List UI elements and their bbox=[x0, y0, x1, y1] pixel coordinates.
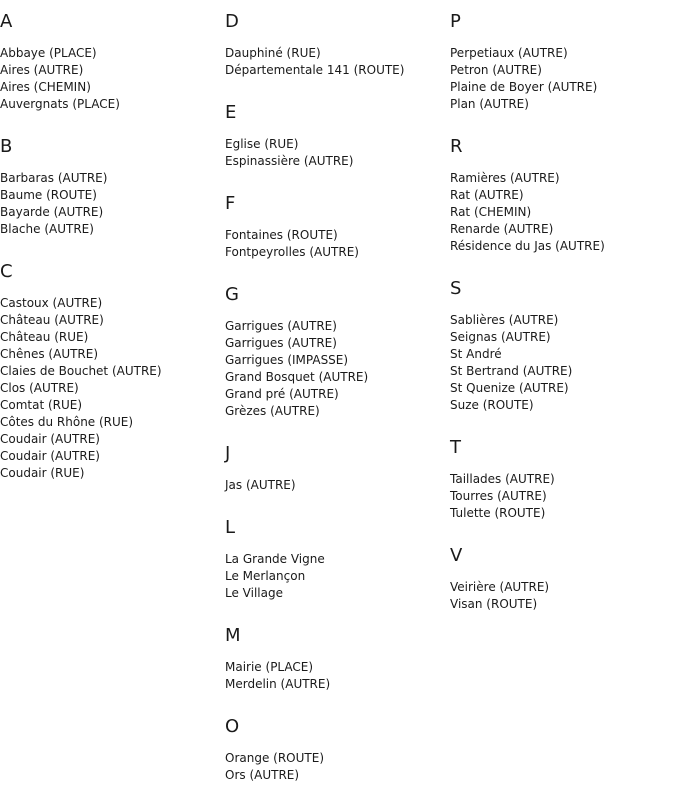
entry-list bbox=[225, 45, 445, 79]
street-entry: Départementale 141 (ROUTE) bbox=[225, 63, 405, 77]
street-entry: Grand pré (AUTRE) bbox=[225, 387, 339, 401]
street-entry: Abbaye (PLACE) bbox=[0, 46, 97, 60]
letter-group bbox=[225, 10, 445, 79]
street-entry: Le Village bbox=[225, 586, 283, 600]
entry-list bbox=[450, 471, 670, 522]
street-entry: Ors (AUTRE) bbox=[225, 768, 300, 782]
street-entry: La Grande Vigne bbox=[225, 552, 325, 566]
letter-group bbox=[225, 624, 445, 693]
street-entry: Grand Bosquet (AUTRE) bbox=[225, 370, 369, 384]
street-entry: Garrigues (AUTRE) bbox=[225, 336, 337, 350]
street-entry: Plan (AUTRE) bbox=[450, 97, 529, 111]
letter-group bbox=[450, 436, 670, 522]
letter-heading: R bbox=[450, 136, 463, 157]
street-entry: Mairie (PLACE) bbox=[225, 660, 314, 674]
street-entry: Castoux (AUTRE) bbox=[0, 296, 103, 310]
letter-group bbox=[450, 544, 670, 613]
letter-group bbox=[225, 516, 445, 602]
street-entry: Visan (ROUTE) bbox=[450, 597, 538, 611]
letter-group bbox=[0, 260, 220, 482]
letter-group bbox=[225, 715, 445, 784]
index-column bbox=[450, 10, 670, 635]
street-entry: Seignas (AUTRE) bbox=[450, 330, 551, 344]
entry-list bbox=[0, 170, 220, 238]
entry-list bbox=[0, 45, 220, 113]
street-entry: Espinassière (AUTRE) bbox=[225, 154, 354, 168]
street-entry: Baume (ROUTE) bbox=[0, 188, 97, 202]
street-entry: Château (RUE) bbox=[0, 330, 89, 344]
street-entry: Merdelin (AUTRE) bbox=[225, 677, 331, 691]
index-column bbox=[0, 10, 220, 504]
street-entry: Coudair (AUTRE) bbox=[0, 449, 100, 463]
letter-heading: O bbox=[225, 716, 240, 737]
street-entry: Garrigues (IMPASSE) bbox=[225, 353, 349, 367]
street-entry: Dauphiné (RUE) bbox=[225, 46, 321, 60]
entry-list bbox=[225, 227, 445, 261]
street-entry: Perpetiaux (AUTRE) bbox=[450, 46, 568, 60]
street-entry: Barbaras (AUTRE) bbox=[0, 171, 108, 185]
street-entry: Résidence du Jas (AUTRE) bbox=[450, 239, 605, 253]
letter-group bbox=[0, 135, 220, 238]
street-entry: Claies de Bouchet (AUTRE) bbox=[0, 364, 162, 378]
street-entry: Eglise (RUE) bbox=[225, 137, 299, 151]
letter-heading: B bbox=[0, 136, 13, 157]
letter-heading: T bbox=[450, 437, 461, 458]
street-entry: Grèzes (AUTRE) bbox=[225, 404, 320, 418]
street-entry: Taillades (AUTRE) bbox=[450, 472, 555, 486]
street-entry: Jas (AUTRE) bbox=[225, 478, 296, 492]
street-entry: Veirière (AUTRE) bbox=[450, 580, 550, 594]
street-entry: St Quenize (AUTRE) bbox=[450, 381, 569, 395]
street-entry: St Bertrand (AUTRE) bbox=[450, 364, 573, 378]
letter-group bbox=[450, 135, 670, 255]
entry-list bbox=[225, 136, 445, 170]
letter-heading: P bbox=[450, 11, 461, 32]
letter-group bbox=[225, 442, 445, 494]
letter-heading: M bbox=[225, 625, 241, 646]
street-entry: Coudair (AUTRE) bbox=[0, 432, 100, 446]
street-entry: Aires (AUTRE) bbox=[0, 63, 84, 77]
entry-list bbox=[225, 659, 445, 693]
entry-list bbox=[0, 295, 220, 482]
street-entry: Blache (AUTRE) bbox=[0, 222, 94, 236]
letter-heading: D bbox=[225, 11, 239, 32]
letter-heading: L bbox=[225, 517, 236, 538]
entry-list bbox=[450, 170, 670, 255]
letter-heading: G bbox=[225, 284, 239, 305]
street-entry: Suze (ROUTE) bbox=[450, 398, 534, 412]
street-entry: Le Merlançon bbox=[225, 569, 306, 583]
street-entry: Tourres (AUTRE) bbox=[450, 489, 547, 503]
street-entry: Auvergnats (PLACE) bbox=[0, 97, 120, 111]
letter-group bbox=[0, 10, 220, 113]
street-entry: Plaine de Boyer (AUTRE) bbox=[450, 80, 598, 94]
entry-list bbox=[225, 750, 445, 784]
street-entry: Clos (AUTRE) bbox=[0, 381, 79, 395]
entry-list bbox=[225, 551, 445, 602]
street-entry: St André bbox=[450, 347, 502, 361]
letter-group bbox=[450, 10, 670, 113]
letter-group bbox=[225, 283, 445, 420]
entry-list bbox=[450, 579, 670, 613]
street-entry: Fontaines (ROUTE) bbox=[225, 228, 338, 242]
street-entry: Ramières (AUTRE) bbox=[450, 171, 560, 185]
street-entry: Tulette (ROUTE) bbox=[450, 506, 546, 520]
street-entry: Aires (CHEMIN) bbox=[0, 80, 91, 94]
street-entry: Coudair (RUE) bbox=[0, 466, 85, 480]
street-entry: Garrigues (AUTRE) bbox=[225, 319, 337, 333]
letter-group bbox=[225, 192, 445, 261]
letter-heading: C bbox=[0, 261, 13, 282]
entry-list bbox=[225, 318, 445, 420]
street-entry: Côtes du Rhône (RUE) bbox=[0, 415, 134, 429]
letter-heading: V bbox=[450, 545, 463, 566]
street-entry: Chênes (AUTRE) bbox=[0, 347, 99, 361]
street-entry: Sablières (AUTRE) bbox=[450, 313, 559, 327]
entry-list bbox=[450, 312, 670, 414]
letter-heading: J bbox=[225, 443, 231, 464]
street-entry: Orange (ROUTE) bbox=[225, 751, 324, 765]
letter-heading: E bbox=[225, 102, 237, 123]
entry-list bbox=[450, 45, 670, 113]
letter-heading: A bbox=[0, 11, 13, 32]
street-entry: Rat (CHEMIN) bbox=[450, 205, 532, 219]
street-entry: Comtat (RUE) bbox=[0, 398, 83, 412]
letter-heading: F bbox=[225, 193, 236, 214]
letter-group bbox=[225, 101, 445, 170]
index-column bbox=[225, 10, 445, 806]
letter-group bbox=[450, 277, 670, 414]
street-entry: Fontpeyrolles (AUTRE) bbox=[225, 245, 359, 259]
street-entry: Petron (AUTRE) bbox=[450, 63, 542, 77]
street-entry: Renarde (AUTRE) bbox=[450, 222, 554, 236]
street-entry: Bayarde (AUTRE) bbox=[0, 205, 104, 219]
street-entry: Château (AUTRE) bbox=[0, 313, 104, 327]
letter-heading: S bbox=[450, 278, 462, 299]
street-entry: Rat (AUTRE) bbox=[450, 188, 524, 202]
entry-list bbox=[225, 477, 445, 494]
